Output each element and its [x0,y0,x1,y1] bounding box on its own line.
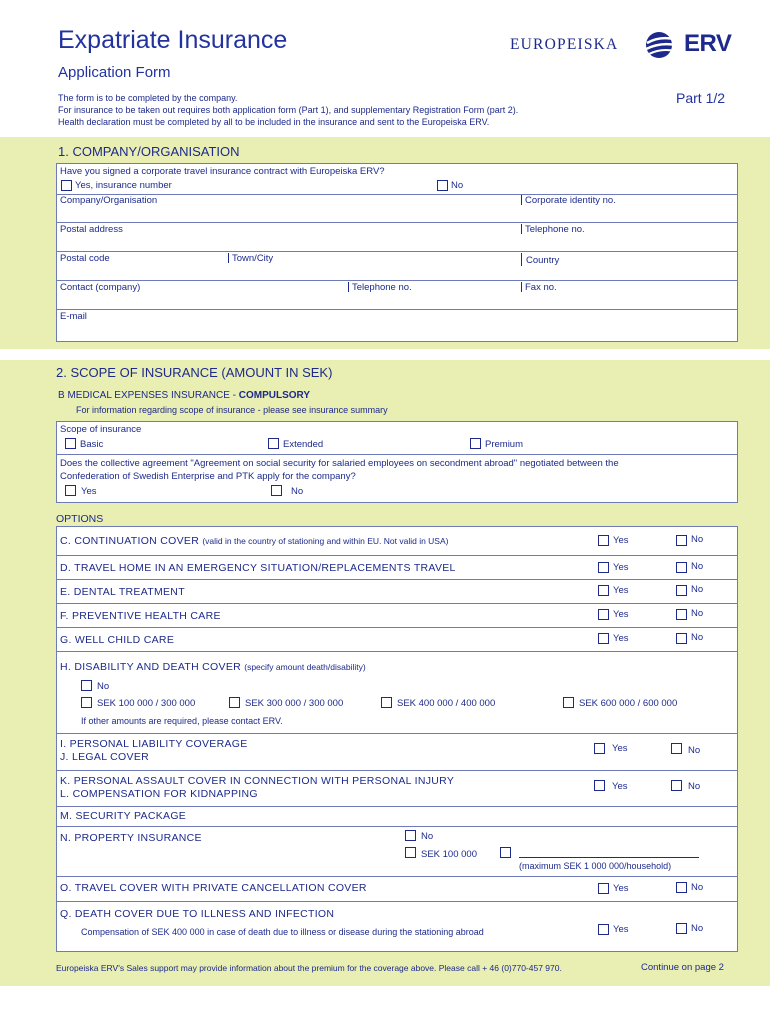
premium-checkbox[interactable] [470,438,481,449]
option-c-label [60,535,448,547]
medical-expenses-title [58,390,310,401]
extended-label: Extended [283,439,324,450]
option-f-no-label: No [691,608,704,619]
contract-yes-label: Yes, insurance number [75,180,172,191]
h-amount-4-checkbox[interactable] [563,697,574,708]
option-d-no-label: No [691,561,704,572]
option-kl-no-checkbox[interactable] [671,780,682,791]
medical-expenses-title-text: B MEDICAL EXPENSES INSURANCE - [58,390,239,401]
option-n-label: N. PROPERTY INSURANCE [60,832,202,844]
postal-address-label: Postal address [60,224,123,235]
option-kl-yes-checkbox[interactable] [594,780,605,791]
option-o-no-label: No [691,882,704,893]
option-e-yes-label: Yes [613,585,629,596]
option-h-note: (specify amount death/disability) [244,662,366,672]
option-e-label: E. DENTAL TREATMENT [60,586,185,598]
agreement-question-2: Confederation of Swedish Enterprise and PTK apply for the company? [60,471,356,482]
option-n-sek-checkbox[interactable] [405,847,416,858]
option-d-yes-label: Yes [613,562,629,573]
option-h-title: H. DISABILITY AND DEATH COVER [60,661,242,673]
option-d-label: D. TRAVEL HOME IN AN EMERGENCY SITUATION/REPLACEMENTS TRAVEL [60,562,456,574]
continue-note: Continue on page 2 [641,962,724,973]
fax-label: Fax no. [525,282,557,293]
logo-text: EUROPEISKA [510,36,619,53]
agreement-yes-checkbox[interactable] [65,485,76,496]
option-kl-yes-label: Yes [612,781,628,792]
corporate-id-label: Corporate identity no. [525,195,616,206]
email-label: E-mail [60,311,87,322]
option-e-no-label: No [691,584,704,595]
option-f-no-checkbox[interactable] [676,609,687,620]
globe-logo-icon [644,30,678,60]
company-field-label: Company/Organisation [60,195,158,206]
option-f-yes-checkbox[interactable] [598,609,609,620]
agreement-question-1: Does the collective agreement "Agreement on social security for salaried employees on secondment abroad" negotiated between the [60,458,619,469]
option-ij-yes-label: Yes [612,743,628,754]
intro-line-2: For insurance to be taken out requires both application form (Part 1), and supplementary Registration Form (part 2). [58,105,519,115]
country-label: Country [526,255,560,266]
contract-yes-checkbox[interactable] [61,180,72,191]
scope-label: Scope of insurance [60,424,142,435]
contract-question: Have you signed a corporate travel insurance contract with Europeiska ERV? [60,166,385,177]
company-panel [56,163,738,342]
option-m-label: M. SECURITY PACKAGE [60,810,187,822]
option-f-label: F. PREVENTIVE HEALTH CARE [60,610,221,622]
logo-erv: ERV [684,30,732,57]
h-contact-note: If other amounts are required, please contact ERV. [81,716,283,726]
option-ij-yes-checkbox[interactable] [594,743,605,754]
option-h-label [60,661,366,673]
option-o-yes-label: Yes [613,883,629,894]
option-c-note: (valid in the country of stationing and within EU. Not valid in USA) [202,536,449,546]
scope-panel [56,421,738,503]
option-n-no-label: No [421,831,434,842]
option-e-no-checkbox[interactable] [676,585,687,596]
compulsory-label: COMPULSORY [238,390,311,401]
option-g-no-label: No [691,632,704,643]
h-amount-1-checkbox[interactable] [81,697,92,708]
option-i-label: I. PERSONAL LIABILITY COVERAGE [60,738,248,750]
option-o-yes-checkbox[interactable] [598,883,609,894]
section-2-heading: 2. SCOPE OF INSURANCE (AMOUNT IN SEK) [56,365,333,380]
option-n-amount-field[interactable] [519,857,699,858]
option-c-no-label: No [691,534,704,545]
contract-no-checkbox[interactable] [437,180,448,191]
telephone-label-2: Telephone no. [352,282,412,293]
page-title: Expatriate Insurance [58,26,288,54]
h-amount-2-checkbox[interactable] [229,697,240,708]
option-g-yes-checkbox[interactable] [598,633,609,644]
option-l-label: L. COMPENSATION FOR KIDNAPPING [60,788,258,800]
options-panel [56,526,738,952]
option-q-no-checkbox[interactable] [676,923,687,934]
agreement-no-checkbox[interactable] [271,485,282,496]
option-k-label: K. PERSONAL ASSAULT COVER IN CONNECTION WITH PERSONAL INJURY [60,775,455,787]
option-q-no-label: No [691,923,704,934]
h-amount-3-label: SEK 400 000 / 400 000 [397,698,496,709]
agreement-yes-label: Yes [81,486,97,497]
option-kl-no-label: No [688,781,701,792]
basic-checkbox[interactable] [65,438,76,449]
option-n-no-checkbox[interactable] [405,830,416,841]
options-heading: OPTIONS [56,513,104,525]
option-f-yes-label: Yes [613,609,629,620]
option-q-note: Compensation of SEK 400 000 in case of death due to illness or disease during the stationing abroad [81,927,484,937]
h-amount-1-label: SEK 100 000 / 300 000 [97,698,196,709]
option-c-yes-label: Yes [613,535,629,546]
option-ij-no-checkbox[interactable] [671,743,682,754]
telephone-label-1: Telephone no. [525,224,585,235]
option-q-label: Q. DEATH COVER DUE TO ILLNESS AND INFECTION [60,908,335,920]
contact-label: Contact (company) [60,282,141,293]
premium-label: Premium [485,439,524,450]
option-c-no-checkbox[interactable] [676,535,687,546]
option-g-no-checkbox[interactable] [676,633,687,644]
option-n-max-note: (maximum SEK 1 000 000/household) [519,861,672,871]
option-o-no-checkbox[interactable] [676,882,687,893]
h-amount-4-label: SEK 600 000 / 600 000 [579,698,678,709]
contract-no-label: No [451,180,464,191]
option-d-no-checkbox[interactable] [676,562,687,573]
option-q-yes-label: Yes [613,924,629,935]
footer-sales-support: Europeiska ERV's Sales support may provide information about the premium for the coverage above. Please call + 46 (0)770-457 970. [56,963,562,973]
h-amount-2-label: SEK 300 000 / 300 000 [245,698,344,709]
extended-checkbox[interactable] [268,438,279,449]
part-indicator: Part 1/2 [676,90,726,106]
section-1-heading: 1. COMPANY/ORGANISATION [58,144,240,159]
option-n-sek-label: SEK 100 000 [421,849,477,860]
option-g-label: G. WELL CHILD CARE [60,634,175,646]
option-e-yes-checkbox[interactable] [598,585,609,596]
basic-label: Basic [80,439,104,450]
option-q-yes-checkbox[interactable] [598,924,609,935]
scope-info: For information regarding scope of insurance - please see insurance summary [76,405,388,415]
town-label: Town/City [232,253,274,264]
h-amount-3-checkbox[interactable] [381,697,392,708]
intro-line-3: Health declaration must be completed by all to be included in the insurance and sent to the Europeiska ERV. [58,117,490,127]
option-h-no-label: No [97,681,110,692]
option-c-title: C. CONTINUATION COVER [60,535,200,547]
option-ij-no-label: No [688,745,701,756]
page-subtitle: Application Form [58,64,171,81]
option-d-yes-checkbox[interactable] [598,562,609,573]
option-n-other-checkbox[interactable] [500,847,511,858]
option-g-yes-label: Yes [613,633,629,644]
agreement-no-label: No [291,486,304,497]
option-o-label: O. TRAVEL COVER WITH PRIVATE CANCELLATION COVER [60,882,367,894]
option-c-yes-checkbox[interactable] [598,535,609,546]
option-j-label: J. LEGAL COVER [60,751,150,763]
intro-line-1: The form is to be completed by the company. [58,93,238,103]
option-h-no-checkbox[interactable] [81,680,92,691]
postal-code-label: Postal code [60,253,110,264]
